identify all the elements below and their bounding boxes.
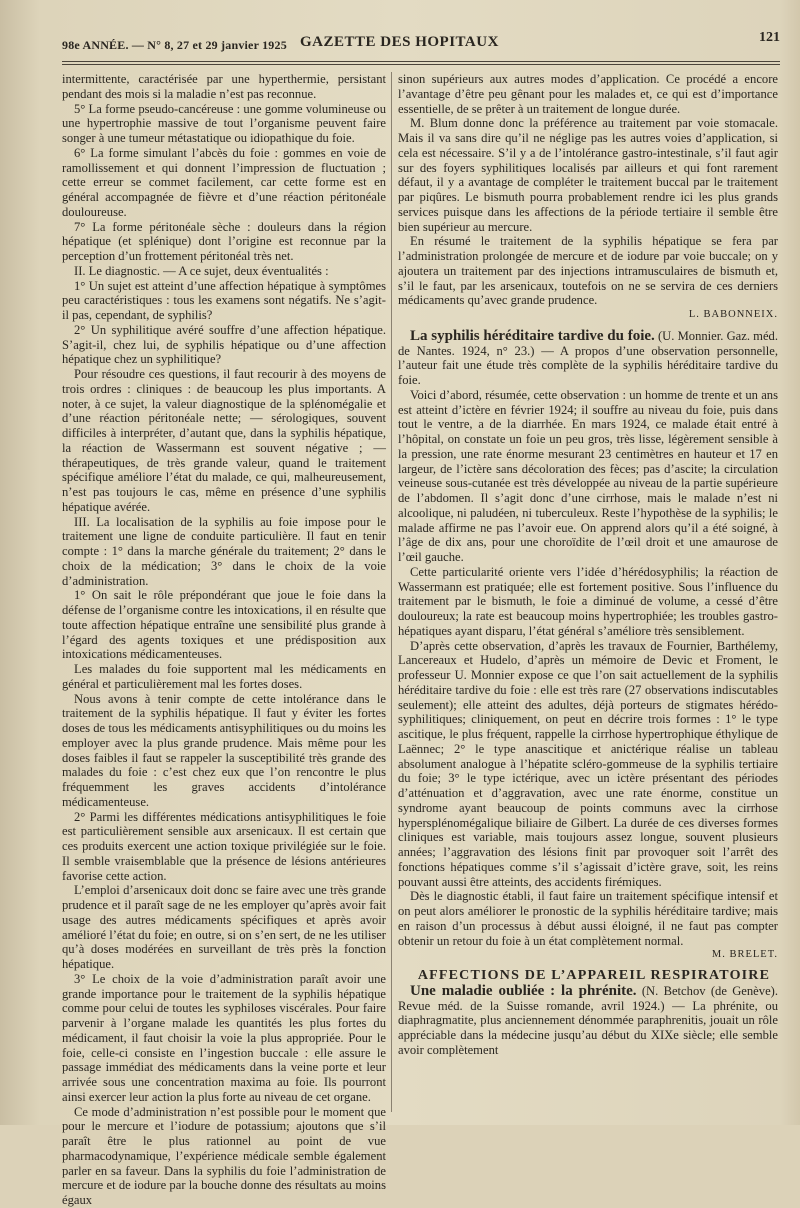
journal-title: GAZETTE DES HOPITAUX <box>300 34 499 50</box>
paragraph: 5° La forme pseudo-cancéreuse : une gomme volumineuse ou une hypertrophie massive de tout l’organisme peuvent faire songer à une tumeur métastatique ou idiopathique du foie. <box>62 101 386 145</box>
paragraph: 1° Un sujet est atteint d’une affection hépatique à symptômes peu caractéristiques : tous les examens sont négatifs. Ne s’agit-il pas, cependant, de syphilis? <box>62 278 386 322</box>
paragraph: Dès le diagnostic établi, il faut faire un traitement spécifique intensif et on peut alors améliorer le pronostic de la syphilis héréditaire tardive; mais en raison d’un processus à début aussi éloigné, il ne faut pas compter obtenir un retour du foie à un état complètement normal. <box>398 889 778 948</box>
article-title: Une maladie oubliée : la phrénite. <box>410 982 637 999</box>
paragraph: L’emploi d’arsenicaux doit donc se faire avec une très grande prudence et il paraît sage de ne les employer qu’après avoir fait usage des autres médicaments spécifiques et après avoir amélioré l’état du foie; en outre, si on s’en sert, de ne les utiliser qu’à doses modérées en surveillant de très près la fonction hépatique. <box>62 883 386 971</box>
article-paragraph <box>398 329 778 388</box>
author-signature: L. BABONNEIX. <box>688 309 778 320</box>
article-intro: (N. Betchov (de Genève). Revue méd. de la Suisse romande, avril 1924.) — La phrénite, ou diaphragmatite, plus anciennement dénommée paraphrenitis, jouait un rôle appréciable dans la médecine jusqu’au début du XIXe siècle; elle semble avoir complètement <box>398 983 779 1057</box>
article-intro: (U. Monnier. Gaz. méd. de Nantes. 1924, n° 23.) — A propos d’une observation personnelle, l’auteur fait une étude très complète de la syphilis héréditaire tardive du foie. <box>398 328 778 387</box>
section-heading: AFFECTIONS DE L’APPAREIL RESPIRATOIRE <box>417 968 771 983</box>
paragraph: 7° La forme péritonéale sèche : douleurs dans la région hépatique (et splénique) dont l’origine est reconnue par la perception d’un frottement péritonéal très net. <box>62 219 386 263</box>
paragraph: 2° Un syphilitique avéré souffre d’une affection hépatique. S’agit-il, chez lui, de syphilis hépatique ou d’une affection hépatique chez un syphilitique? <box>62 322 386 367</box>
paragraph: Nous avons à tenir compte de cette intolérance dans le traitement de la syphilis hépatique. Il faut y éviter les fortes doses de tous les médicaments antisyphilitiques ou du moins les employer avec la plus grande prudence. Mais même pour les doses faibles il faut se rappeler la susceptibilité très grande des malades du foie : c’est chez eux que l’on rencontre le plus fréquemment les graves accidents d’intolérance médicamenteuse. <box>62 691 386 809</box>
paragraph: III. La localisation de la syphilis au foie impose pour le traitement une ligne de conduite particulière. Il faut en tenir compte : 1° dans la marche générale du traitement; 2° dans le choix de la médication; 3° dans le choix de la voie d’administration. <box>62 514 386 588</box>
paragraph: 3° Le choix de la voie d’administration paraît avoir une grande importance pour le traitement de la syphilis hépatique comme pour celui de toutes les syphiloses viscérales. Pour faire parvenir à l’organe malade les quantités les plus fortes du médicament, il faut choisir la voie la plus appropriée. Pour le foie, celle-ci consiste en l’ingestion buccale : elle assure le passage immédiat des médicaments dans la veine porte et leur arrivée sous une concentration maxima au foie. Ils pourront ainsi exercer leur action la plus forte au niveau de cet organe. <box>62 971 386 1104</box>
page-header <box>62 28 780 62</box>
author-signature: M. BRELET. <box>711 949 778 961</box>
right-column <box>398 72 778 1112</box>
page-number: 121 <box>759 30 780 45</box>
column-divider <box>391 72 392 1112</box>
left-column <box>62 72 386 1207</box>
article-paragraph <box>398 984 778 1058</box>
paragraph: Ce mode d’administration n’est possible pour le moment que pour le mercure et l’iodure de potassium; ajoutons que s’il paraît être le plus rationnel au point de vue pharmacodynamique, l’expérience médicale semble également parler en sa faveur. Dans la syphilis du foie l’administration de mercure et de iodure par la bouche donne des résultats au moins égaux <box>62 1104 386 1207</box>
paragraph: Cette particularité oriente vers l’idée d’hérédosyphilis; la réaction de Wassermann est pratiquée; elle est fortement positive. Sous l’influence du traitement par le bismuth, le foie a diminué de volume, a cessé d’être douloureux; la rate est beaucoup moins hypertrophiée; les troubles gastro-hépatiques ayant disparu, l’état général s’améliore très sensiblement. <box>398 564 778 638</box>
issue-line: 98e ANNÉE. — N° 8, 27 et 29 janvier 1925 <box>62 38 287 52</box>
paragraph: En résumé le traitement de la syphilis hépatique se fera par l’administration prolongée de mercure et de iodure par voie buccale; on y ajoutera un traitement par des injections intramusculaires de bismuth et, s’il le faut, par les arsenicaux, toutefois on ne se servira de ces derniers médicaments qu’avec grande prudence. <box>398 234 778 308</box>
paragraph: D’après cette observation, d’après les travaux de Fournier, Barthélemy, Lancereaux et Hudelo, d’après un mémoire de Devic et Froment, le professeur U. Monnier expose ce que l’on sait actuellement de la syphilis héréditaire tardive du foie : elle est très rare (27 observations indiscutables seulement); elle atteint des adultes, déjà porteurs de stigmates hérédo-syphilitiques; cliniquement, on peut en décrire trois formes : 1° le type ascitique, le plus fréquent, rappelle la cirrhose hypertrophique éthylique de Laënnec; 2° le type anascitique et anictérique réalise un tableau absolument analogue à l’hépatite scléro-gommeuse de la syphilis tertiaire du foie; 3° le type ictérique, avec un ictère présentant des périodes d’atténuation et d’aggravation, avec une rate énorme, constitue un syndrome ayant beaucoup de points communs avec la cirrhose hypersplénomégalique biliaire de Gilbert. La durée de ces diverses formes cliniques est variable, mais toujours assez longue, souvent plusieurs années; l’aggravation des lésions finit par provoquer soit l’arrêt des fonctions hépatiques comme s’il s’agissait d’ictère grave, soit, les reins pouvant aussi être atteints, des accidents firémiques. <box>398 638 778 889</box>
paragraph: 6° La forme simulant l’abcès du foie : gommes en voie de ramollissement et qui donnent l’impression de fluctuation ; cette erreur se commet facilement, car cette forme est en général accompagnée de fièvre et d’une réaction péritonéale douloureuse. <box>62 145 386 219</box>
paragraph: M. Blum donne donc la préférence au traitement par voie stomacale. Mais il va sans dire qu’il ne néglige pas les autres voies d’application, si cela est nécessaire. S’il y a de l’intolérance gastro-intestinale, s’il faut agir sur des foyers syphilitiques localisés par ailleurs et qui font rarement défaut, il y a avantage de compléter le traitement buccal par le traitement par piqûres. Le bismuth pourra probablement rendre ici les plus grands services puisque dans les affections de la période tertiaire il semble être bien supérieur au mercure. <box>398 116 778 234</box>
paragraph: 2° Parmi les différentes médications antisyphilitiques le foie est particulièrement sensible aux arsenicaux. Il est certain que ces produits exercent une action toxique privilégiée sur le foie. Il semble vraisemblable que la présence de lésions antérieures favorise cette action. <box>62 809 386 883</box>
header-rule-top <box>62 61 780 62</box>
header-rule-bottom <box>62 64 780 65</box>
paragraph: intermittente, caractérisée par une hyperthermie, persistant pendant des mois si la maladie n’est pas reconnue. <box>62 72 386 101</box>
article-title: La syphilis héréditaire tardive du foie. <box>410 327 655 344</box>
paragraph: II. Le diagnostic. — A ce sujet, deux éventualités : <box>74 263 329 278</box>
paragraph: Pour résoudre ces questions, il faut recourir à des moyens de trois ordres : cliniques : de beaucoup les plus importants. A noter, à ce sujet, la valeur diagnostique de la splénomégalie et d’une réaction péritonéale nette; — sérologiques, souvent difficiles à interpréter, d’autant que, dans la syphilis hépatique, la réaction de Wassermann est souvent négative ; — thérapeutiques, de très grande valeur, quand le traitement spécifique améliore l’état du malade, ce qui, malheureusement, n’est pas toujours le cas, même en présence d’une syphilis hépatique avérée. <box>62 367 386 514</box>
paragraph: sinon supérieurs aux autres modes d’application. Ce procédé a encore l’avantage d’être peu gênant pour les malades et, ce qui est d’importance essentielle, de se prêter à un traitement de longue durée. <box>398 72 778 116</box>
paragraph: Voici d’abord, résumée, cette observation : un homme de trente et un ans est atteint d’ictère en février 1924; il souffre au niveau du foie, puis dans tout le ventre, a de la diarrhée. En mars 1924, ce malade était entré à l’hôpital, on constate un foie un peu gros, très lisse, légèrement sensible à la pression, une rate énorme mesurant 23 centimètres en hauteur et 17 en largeur, de l’ictère sans décoloration des fèces; pas d’ascite; la circulation veineuse sous-cutanée est très développée au niveau de la partie supérieure de l’abdomen. Il s’agit donc d’une cirrhose, mais le malade n’est ni alcoolique, ni paludéen, ni tuberculeux. Reste l’hypothèse de la syphilis; le malade affirme ne pas l’avoir eue. On apprend alors qu’il a été soigné, à l’âge de dix ans, pour une choroïdite de l’œil droit et une amaurose de l’œil gauche. <box>398 387 778 564</box>
paragraph: Les malades du foie supportent mal les médicaments en général et particulièrement mal les fortes doses. <box>62 662 386 691</box>
paragraph: 1° On sait le rôle prépondérant que joue le foie dans la défense de l’organisme contre les intoxications, il en résulte que toute affection hépatique entraîne une sensibilité plus grande à l’égard des agents toxiques et une prédisposition aux intoxications médicamenteuses. <box>62 588 386 662</box>
